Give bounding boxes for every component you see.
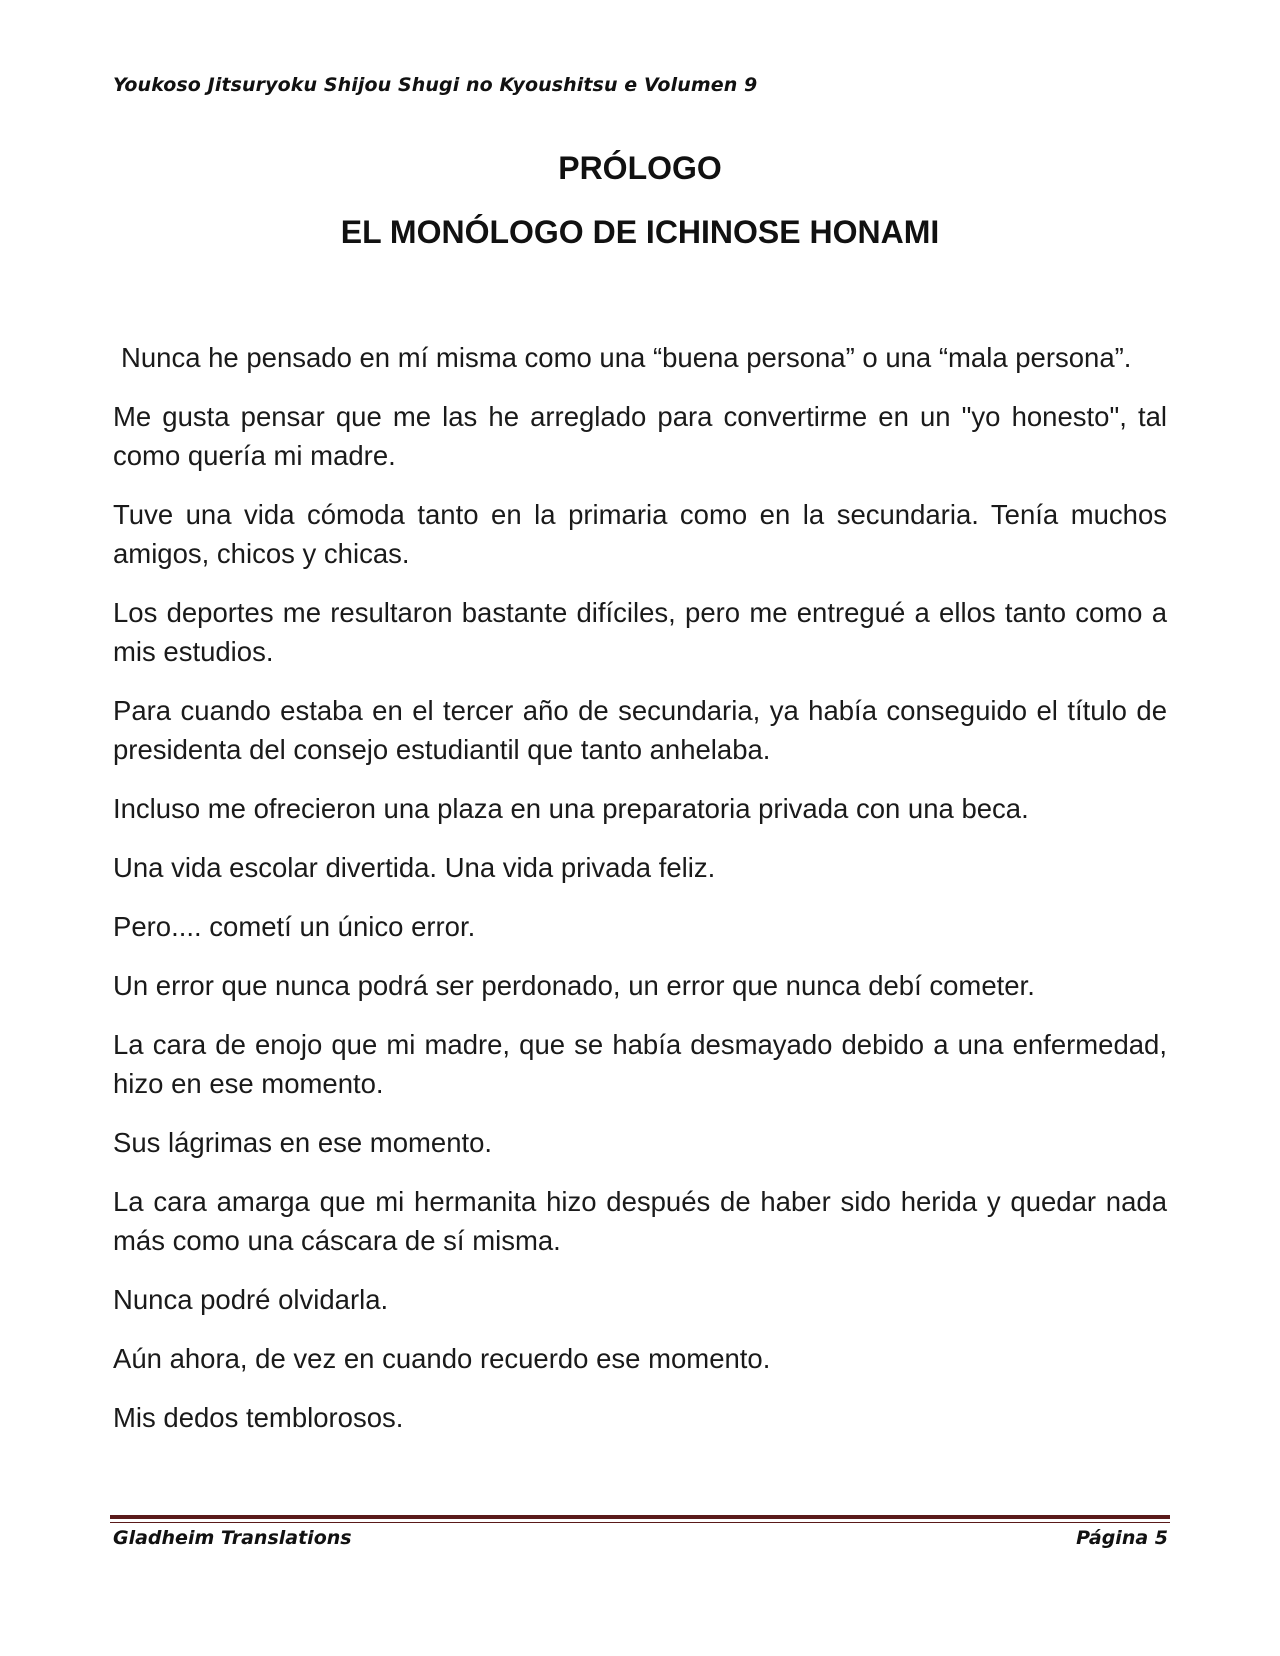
page-number: Página 5 [1076, 1527, 1168, 1549]
paragraph: Me gusta pensar que me las he arreglado para convertirme en un "yo honesto", tal como quería mi madre. [113, 401, 1167, 471]
footer-divider-thin [110, 1522, 1170, 1523]
paragraph: Para cuando estaba en el tercer año de secundaria, ya había conseguido el título de presidenta del consejo estudiantil que tanto anhelaba. [113, 695, 1167, 765]
paragraph: La cara amarga que mi hermanita hizo después de haber sido herida y quedar nada más como una cáscara de sí misma. [113, 1186, 1167, 1256]
running-header: Youkoso Jitsuryoku Shijou Shugi no Kyoushitsu e Volumen 9 [113, 74, 758, 96]
footer-divider [110, 1515, 1170, 1519]
body-text [113, 338, 1167, 1457]
paragraph: Nunca podré olvidarla. [113, 1284, 389, 1315]
paragraph: Un error que nunca podrá ser perdonado, un error que nunca debí cometer. [113, 970, 1035, 1001]
paragraph: Los deportes me resultaron bastante difíciles, pero me entregué a ellos tanto como a mis estudios. [113, 597, 1167, 667]
chapter-label: PRÓLOGO [558, 150, 722, 186]
paragraph: Aún ahora, de vez en cuando recuerdo ese momento. [113, 1343, 771, 1374]
paragraph: Sus lágrimas en ese momento. [113, 1127, 493, 1158]
paragraph: La cara de enojo que mi madre, que se había desmayado debido a una enfermedad, hizo en ese momento. [113, 1029, 1167, 1099]
paragraph: Una vida escolar divertida. Una vida privada feliz. [113, 852, 716, 883]
paragraph: Nunca he pensado en mí misma como una “buena persona” o una “mala persona”. [121, 342, 1132, 373]
paragraph: Incluso me ofrecieron una plaza en una preparatoria privada con una beca. [113, 793, 1029, 824]
paragraph: Mis dedos temblorosos. [113, 1402, 404, 1433]
footer-translator: Gladheim Translations [113, 1527, 352, 1549]
chapter-title: EL MONÓLOGO DE ICHINOSE HONAMI [340, 214, 940, 250]
paragraph: Pero.... cometí un único error. [113, 911, 476, 942]
paragraph: Tuve una vida cómoda tanto en la primaria como en la secundaria. Tenía muchos amigos, chicos y chicas. [113, 499, 1167, 569]
